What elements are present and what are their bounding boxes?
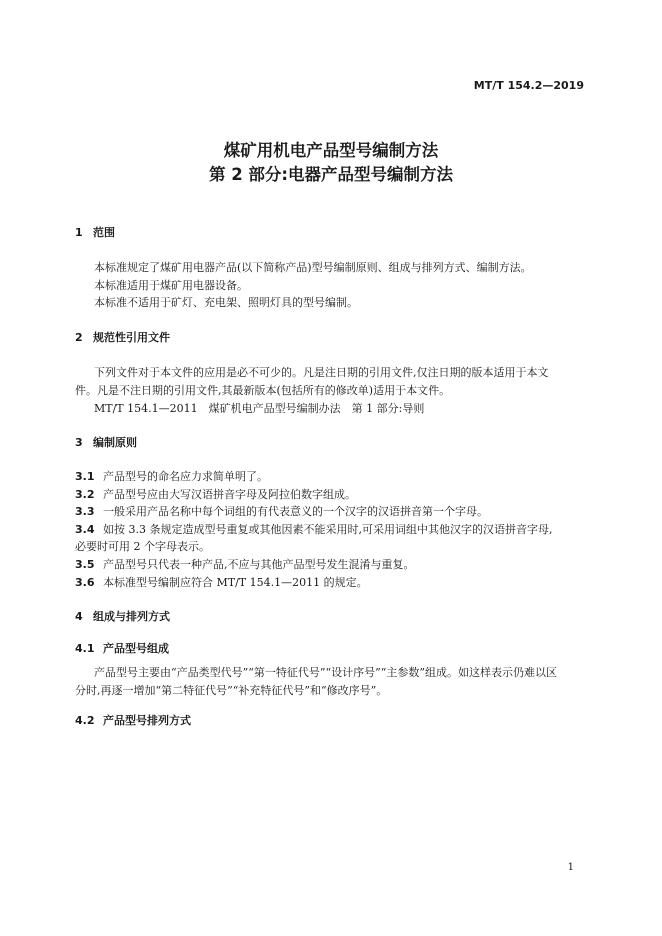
paragraph: 产品型号主要由“产品类型代号”“第一特征代号”“设计序号”“主参数”组成。如这样表示仍难以区 — [94, 666, 557, 679]
clause-item — [75, 503, 488, 519]
clause-text: 产品型号的命名应力求简单明了。 — [103, 470, 268, 483]
section-1-heading — [75, 224, 115, 240]
subsection-number: 4.1 — [75, 642, 95, 655]
clause-number: 3.5 — [75, 558, 95, 571]
clause-item — [75, 521, 552, 537]
clause-item — [75, 468, 268, 484]
section-number: 1 — [75, 226, 83, 239]
paragraph: 本标准适用于煤矿用电器设备。 — [94, 279, 248, 292]
paragraph: 本标准不适用于矿灯、充电架、照明灯具的型号编制。 — [94, 296, 358, 309]
section-2-heading — [75, 329, 170, 345]
section-title: 规范性引用文件 — [93, 331, 170, 344]
section-4-heading — [75, 608, 170, 624]
paragraph: 分时,再逐一增加“第二特征代号”“补充特征代号”和“修改序号”。 — [75, 684, 388, 697]
clause-number: 3.2 — [75, 488, 95, 501]
clause-text: 产品型号只代表一种产品,不应与其他产品型号发生混淆与重复。 — [103, 558, 415, 571]
section-title: 组成与排列方式 — [93, 610, 170, 623]
standard-code: MT/T 154.2—2019 — [473, 79, 584, 92]
clause-item — [75, 574, 368, 590]
clause-item — [75, 556, 415, 572]
document-title: 煤矿用机电产品型号编制方法 — [223, 141, 439, 160]
clause-text: 产品型号应由大写汉语拼音字母及阿拉伯数字组成。 — [103, 488, 356, 501]
section-number: 4 — [75, 610, 83, 623]
clause-text: 一般采用产品名称中每个词组的有代表意义的一个汉字的汉语拼音第一个字母。 — [103, 505, 488, 518]
section-title: 编制原则 — [93, 436, 137, 449]
subsection-title: 产品型号组成 — [103, 642, 169, 655]
section-3-heading — [75, 434, 137, 450]
clause-item — [75, 486, 356, 502]
clause-text: 如按 3.3 条规定造成型号重复或其他因素不能采用时,可采用词组中其他汉字的汉语拼音字母, — [103, 523, 553, 536]
section-number: 3 — [75, 436, 83, 449]
subsection-4-1-heading — [75, 640, 169, 656]
normative-reference: MT/T 154.1—2011 煤矿机电产品型号编制办法 第 1 部分:导则 — [94, 402, 425, 415]
subsection-4-2-heading — [75, 712, 191, 728]
clause-continuation: 必要时可用 2 个字母表示。 — [75, 540, 210, 553]
paragraph: 下列文件对于本文件的应用是必不可少的。凡是注日期的引用文件,仅注日期的版本适用于本文 — [94, 366, 549, 379]
clause-number: 3.4 — [75, 523, 95, 536]
clause-number: 3.6 — [75, 576, 95, 589]
subsection-number: 4.2 — [75, 714, 95, 727]
clause-number: 3.1 — [75, 470, 95, 483]
paragraph: 本标准规定了煤矿用电器产品(以下简称产品)型号编制原则、组成与排列方式、编制方法。 — [94, 261, 532, 274]
section-number: 2 — [75, 331, 83, 344]
document-subtitle: 第 2 部分:电器产品型号编制方法 — [208, 165, 454, 184]
section-title: 范围 — [93, 226, 115, 239]
page-number: 1 — [567, 862, 574, 873]
clause-number: 3.3 — [75, 505, 95, 518]
clause-text: 本标准型号编制应符合 MT/T 154.1—2011 的规定。 — [103, 576, 368, 589]
subsection-title: 产品型号排列方式 — [103, 714, 191, 727]
paragraph: 件。凡是不注日期的引用文件,其最新版本(包括所有的修改单)适用于本文件。 — [75, 384, 451, 397]
